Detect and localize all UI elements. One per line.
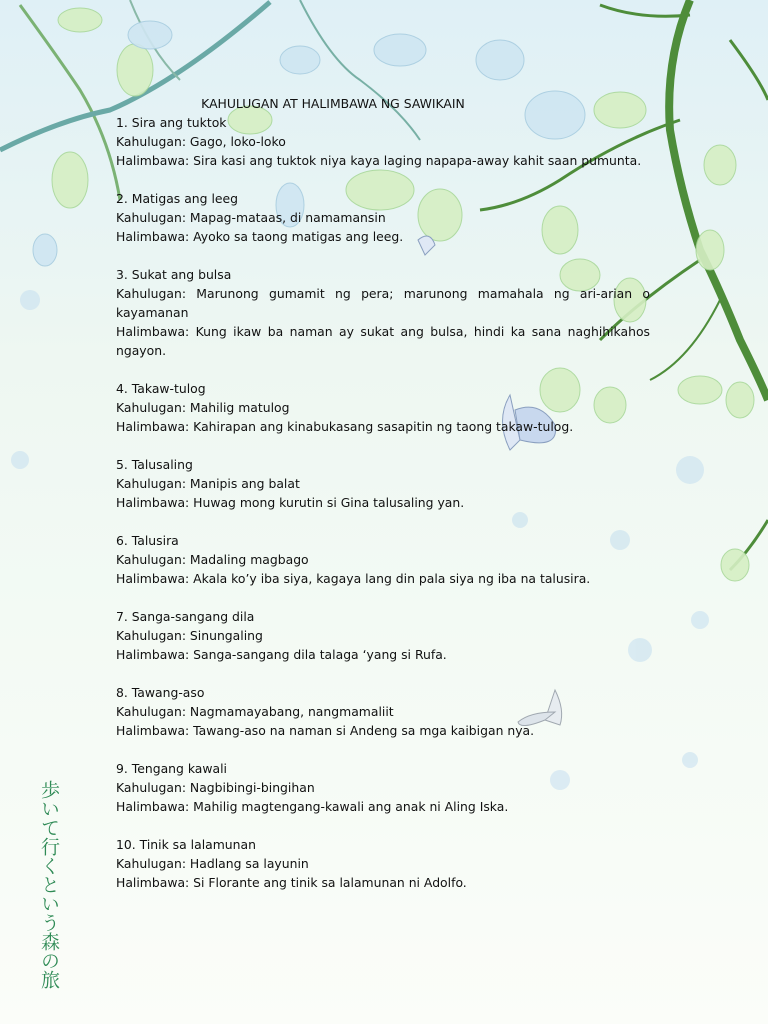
- sawikain-entry: [116, 265, 650, 360]
- entry-term: 5. Talusaling: [116, 457, 193, 472]
- entry-term: 3. Sukat ang bulsa: [116, 267, 232, 282]
- entry-meaning: Kahulugan: Mahilig matulog: [116, 400, 290, 415]
- entry-meaning: Kahulugan: Nagbibingi-bingihan: [116, 780, 315, 795]
- sawikain-list: [116, 113, 650, 892]
- sawikain-entry: [116, 835, 650, 892]
- entry-term: 10. Tinik sa lalamunan: [116, 837, 256, 852]
- entry-example: Halimbawa: Ayoko sa taong matigas ang leeg.: [116, 229, 404, 244]
- sawikain-entry: [116, 531, 650, 588]
- entry-meaning: Kahulugan: Marunong gumamit ng pera; marunong mamahala ng ari-arian o kayamanan: [116, 286, 650, 320]
- sawikain-entry: [116, 379, 650, 436]
- entry-meaning: Kahulugan: Madaling magbago: [116, 552, 309, 567]
- document-title: KAHULUGAN AT HALIMBAWA NG SAWIKAIN: [201, 96, 465, 111]
- entry-example: Halimbawa: Tawang-aso na naman si Andeng sa mga kaibigan nya.: [116, 723, 535, 738]
- document-body: [116, 94, 650, 911]
- entry-example: Halimbawa: Akala ko’y iba siya, kagaya lang din pala siya ng iba na talusira.: [116, 571, 591, 586]
- entry-term: 4. Takaw-tulog: [116, 381, 206, 396]
- entry-meaning: Kahulugan: Gago, loko-loko: [116, 134, 286, 149]
- sawikain-entry: [116, 683, 650, 740]
- entry-example: Halimbawa: Sanga-sangang dila talaga ‘yang si Rufa.: [116, 647, 447, 662]
- vertical-caption: 歩いて行くという森の旅: [38, 780, 60, 989]
- entry-term: 2. Matigas ang leeg: [116, 191, 239, 206]
- entry-meaning: Kahulugan: Mapag-mataas, di namamansin: [116, 210, 386, 225]
- entry-term: 7. Sanga-sangang dila: [116, 609, 255, 624]
- entry-meaning: Kahulugan: Nagmamayabang, nangmamaliit: [116, 704, 394, 719]
- entry-example: Halimbawa: Kahirapan ang kinabukasang sasapitin ng taong takaw-tulog.: [116, 419, 574, 434]
- entry-term: 1. Sira ang tuktok: [116, 115, 227, 130]
- entry-term: 9. Tengang kawali: [116, 761, 227, 776]
- entry-example: Halimbawa: Si Florante ang tinik sa lalamunan ni Adolfo.: [116, 875, 467, 890]
- entry-example: Halimbawa: Mahilig magtengang-kawali ang anak ni Aling Iska.: [116, 799, 509, 814]
- entry-example: Halimbawa: Huwag mong kurutin si Gina talusaling yan.: [116, 495, 465, 510]
- sawikain-entry: [116, 455, 650, 512]
- entry-example: Halimbawa: Sira kasi ang tuktok niya kaya laging napapa-away kahit saan pumunta.: [116, 153, 642, 168]
- entry-term: 6. Talusira: [116, 533, 179, 548]
- entry-term: 8. Tawang-aso: [116, 685, 205, 700]
- sawikain-entry: [116, 189, 650, 246]
- entry-meaning: Kahulugan: Sinungaling: [116, 628, 263, 643]
- sawikain-entry: [116, 759, 650, 816]
- entry-meaning: Kahulugan: Hadlang sa layunin: [116, 856, 309, 871]
- sawikain-entry: [116, 607, 650, 664]
- entry-meaning: Kahulugan: Manipis ang balat: [116, 476, 300, 491]
- entry-example: Halimbawa: Kung ikaw ba naman ay sukat ang bulsa, hindi ka sana naghihikahos ngayon.: [116, 324, 650, 358]
- sawikain-entry: [116, 113, 650, 170]
